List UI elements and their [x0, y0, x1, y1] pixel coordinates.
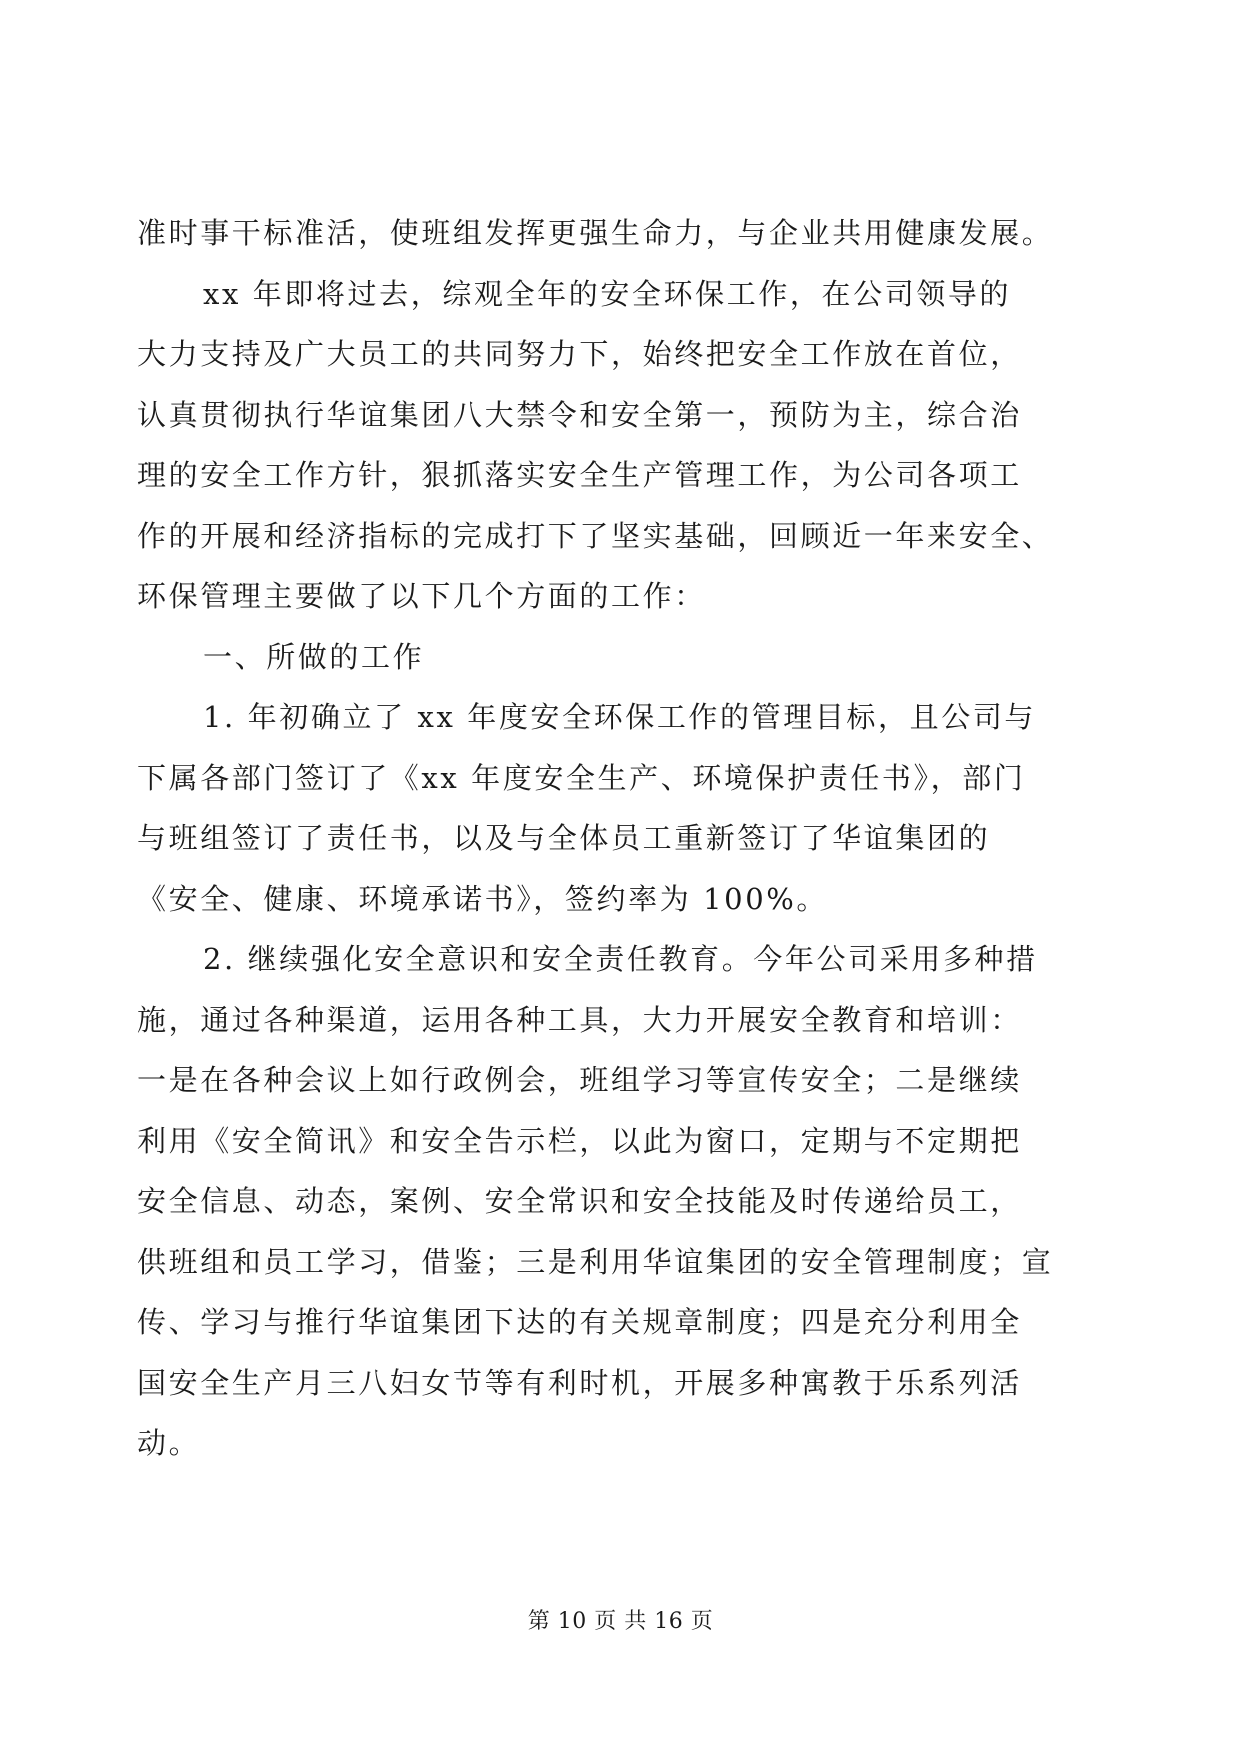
paragraph-start-line: 1. 年初确立了 xx 年度安全环保工作的管理目标，且公司与	[203, 700, 1037, 734]
text-line: 环保管理主要做了以下几个方面的工作：	[137, 579, 706, 613]
text-line: 传、学习与推行华谊集团下达的有关规章制度；四是充分利用全	[137, 1305, 1022, 1339]
paragraph-start-line: xx 年即将过去，综观全年的安全环保工作，在公司领导的	[203, 276, 1012, 311]
text-line: 准时事干标准活，使班组发挥更强生命力，与企业共用健康发展。	[137, 216, 1054, 250]
text-line: 安全信息、动态，案例、安全常识和安全技能及时传递给员工，	[137, 1184, 1022, 1218]
text-line: 认真贯彻执行华谊集团八大禁令和安全第一，预防为主，综合治	[137, 397, 1022, 432]
text-line: 施，通过各种渠道，运用各种工具，大力开展安全教育和培训：	[137, 1002, 1022, 1037]
body-text	[137, 203, 1097, 1474]
text-line: 作的开展和经济指标的完成打下了坚实基础，回顾近一年来安全、	[137, 518, 1054, 553]
text-line: 供班组和员工学习，借鉴；三是利用华谊集团的安全管理制度；宣	[137, 1244, 1054, 1279]
section-heading: 一、所做的工作	[203, 639, 425, 674]
text-line: 大力支持及广大员工的共同努力下，始终把安全工作放在首位，	[137, 337, 1022, 371]
text-line: 下属各部门签订了《xx 年度安全生产、环境保护责任书》，部门	[137, 760, 1026, 795]
text-line: 国安全生产月三八妇女节等有利时机，开展多种寓教于乐系列活	[137, 1365, 1022, 1400]
text-line: 一是在各种会议上如行政例会，班组学习等宣传安全；二是继续	[137, 1063, 1022, 1097]
paragraph-start-line: 2. 继续强化安全意识和安全责任教育。今年公司采用多种措	[203, 942, 1038, 976]
page-footer: 第 10 页 共 16 页	[527, 1609, 714, 1634]
text-line: 理的安全工作方针，狠抓落实安全生产管理工作，为公司各项工	[137, 458, 1022, 492]
text-line: 与班组签订了责任书，以及与全体员工重新签订了华谊集团的	[137, 821, 991, 855]
text-line: 《安全、健康、环境承诺书》，签约率为 100%。	[137, 881, 829, 916]
text-line: 利用《安全简讯》和安全告示栏，以此为窗口，定期与不定期把	[137, 1123, 1022, 1158]
text-line: 动。	[137, 1426, 201, 1460]
